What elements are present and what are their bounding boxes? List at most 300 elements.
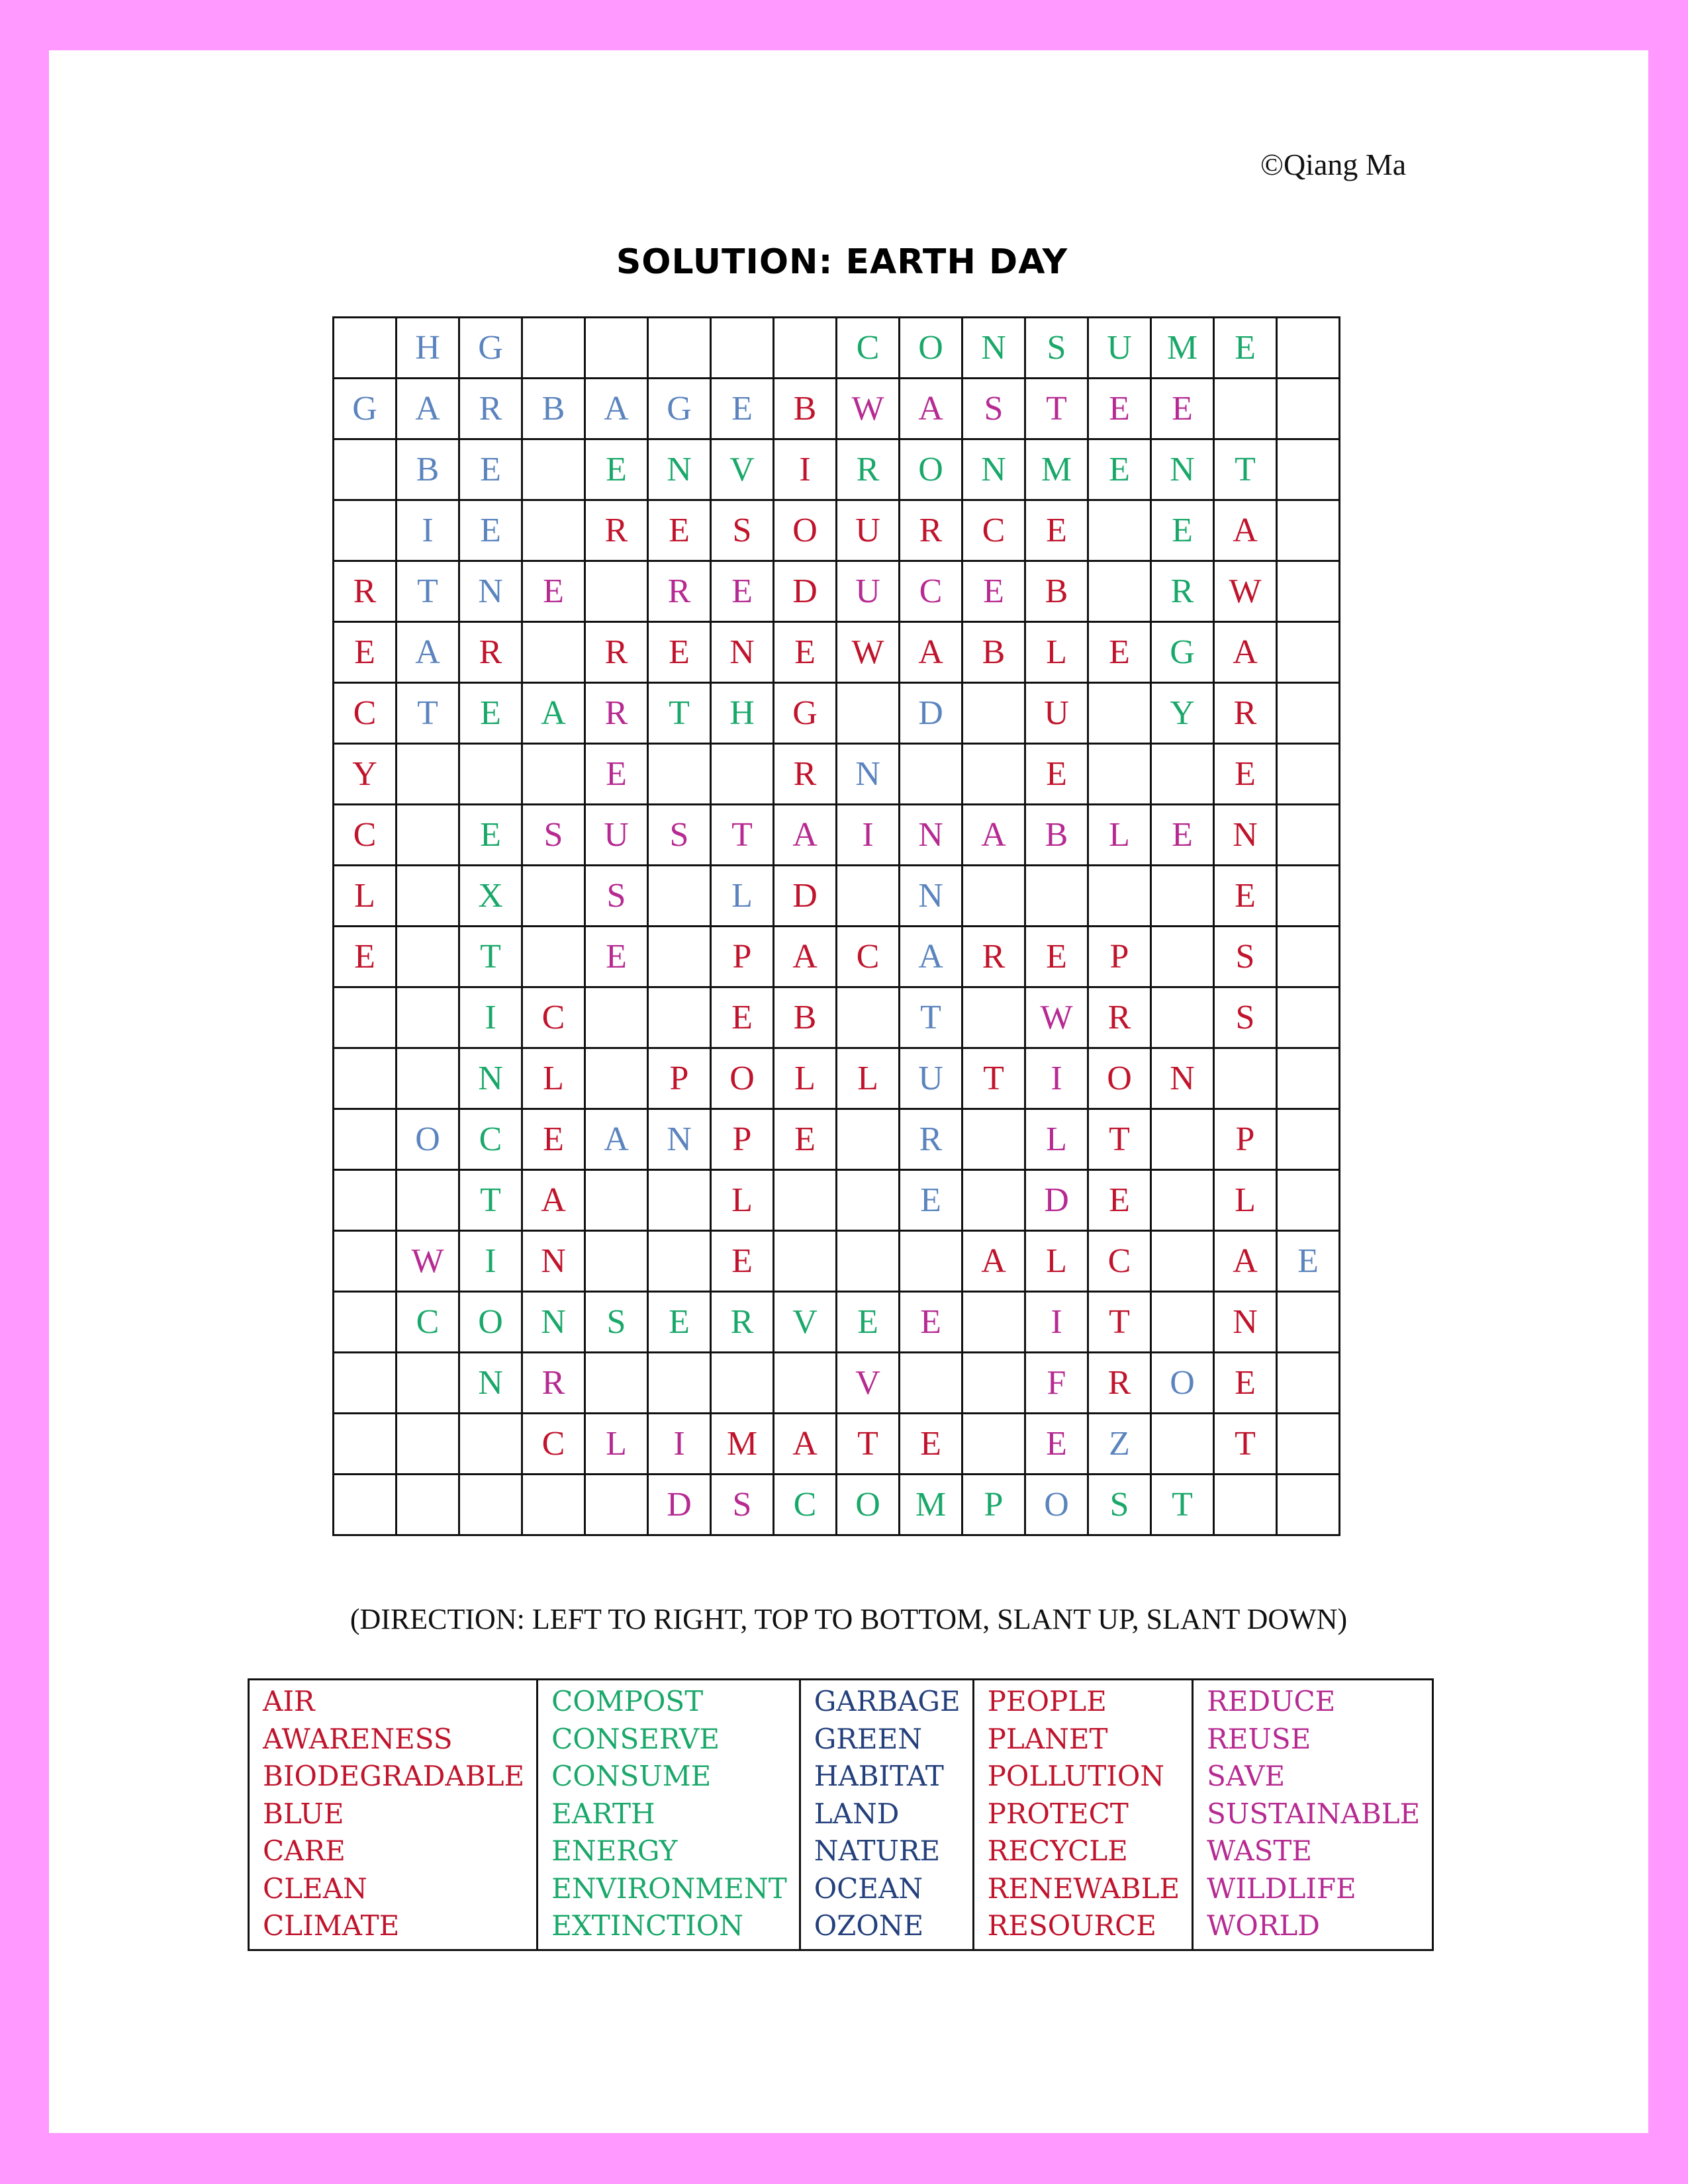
word-bank-word: OCEAN — [814, 1872, 923, 1905]
grid-cell: R — [962, 927, 1025, 987]
grid-cell — [397, 1414, 459, 1475]
grid-cell: E — [522, 1109, 585, 1170]
grid-cell — [1151, 866, 1214, 927]
grid-cell: N — [1214, 1292, 1277, 1353]
grid-cell: A — [774, 805, 837, 866]
grid-cell: C — [334, 805, 397, 866]
grid-cell: N — [1151, 439, 1214, 500]
grid-cell — [334, 439, 397, 500]
grid-cell: E — [334, 927, 397, 987]
word-bank-word: OZONE — [814, 1909, 924, 1942]
word-bank-word: PEOPLE — [987, 1685, 1107, 1717]
grid-cell — [334, 318, 397, 379]
grid-cell: E — [711, 987, 774, 1048]
grid-cell: I — [459, 987, 522, 1048]
grid-cell: D — [1025, 1170, 1088, 1231]
grid-row — [334, 1292, 1340, 1353]
grid-row — [334, 1414, 1340, 1475]
grid-cell: E — [1088, 439, 1151, 500]
grid-cell — [648, 987, 711, 1048]
grid-cell: R — [837, 439, 900, 500]
word-search-grid — [332, 316, 1340, 1536]
word-bank-word: CONSERVE — [551, 1722, 720, 1755]
grid-cell — [1025, 866, 1088, 927]
grid-cell: E — [1151, 500, 1214, 561]
grid-cell: E — [648, 500, 711, 561]
grid-row — [334, 866, 1340, 927]
grid-cell — [1277, 1475, 1340, 1535]
grid-cell — [585, 1170, 648, 1231]
grid-cell: C — [962, 500, 1025, 561]
grid-cell — [1151, 927, 1214, 987]
grid-cell: L — [1088, 805, 1151, 866]
grid-cell: E — [1025, 927, 1088, 987]
grid-cell: B — [962, 622, 1025, 683]
word-bank-word: BLUE — [263, 1797, 344, 1830]
grid-cell: O — [900, 318, 962, 379]
grid-cell — [334, 1414, 397, 1475]
grid-cell: V — [774, 1292, 837, 1353]
word-bank-word: RESOURCE — [987, 1909, 1156, 1942]
grid-cell: T — [648, 683, 711, 744]
grid-cell — [585, 987, 648, 1048]
grid-cell: L — [522, 1048, 585, 1109]
grid-cell — [711, 318, 774, 379]
grid-cell: S — [1214, 987, 1277, 1048]
grid-cell: N — [459, 561, 522, 622]
grid-cell: B — [1025, 561, 1088, 622]
grid-cell: L — [1025, 622, 1088, 683]
grid-row — [334, 439, 1340, 500]
grid-cell — [1277, 987, 1340, 1048]
grid-cell: Z — [1088, 1414, 1151, 1475]
grid-cell: A — [900, 379, 962, 439]
grid-cell: T — [1214, 1414, 1277, 1475]
grid-cell — [962, 1414, 1025, 1475]
copyright-notice: ©Qiang Ma — [1260, 148, 1407, 181]
grid-row — [334, 927, 1340, 987]
grid-cell: A — [774, 1414, 837, 1475]
grid-row — [334, 987, 1340, 1048]
grid-cell: W — [1214, 561, 1277, 622]
grid-cell: S — [522, 805, 585, 866]
grid-cell — [397, 1353, 459, 1414]
grid-cell — [1277, 379, 1340, 439]
grid-cell: L — [774, 1048, 837, 1109]
grid-cell: X — [459, 866, 522, 927]
grid-cell: P — [962, 1475, 1025, 1535]
grid-cell — [962, 744, 1025, 805]
grid-cell — [1151, 1414, 1214, 1475]
grid-cell: P — [1088, 927, 1151, 987]
grid-cell: R — [585, 683, 648, 744]
word-bank-word: PROTECT — [987, 1797, 1129, 1830]
grid-cell — [1151, 1109, 1214, 1170]
grid-cell: V — [837, 1353, 900, 1414]
grid-cell: D — [648, 1475, 711, 1535]
grid-cell: O — [774, 500, 837, 561]
word-bank-column — [538, 1680, 800, 1950]
grid-cell — [774, 1353, 837, 1414]
grid-cell — [1088, 561, 1151, 622]
grid-cell: P — [711, 927, 774, 987]
grid-cell: S — [648, 805, 711, 866]
grid-cell — [334, 1475, 397, 1535]
grid-row — [334, 1048, 1340, 1109]
grid-cell: P — [1214, 1109, 1277, 1170]
grid-cell: A — [397, 379, 459, 439]
grid-cell: E — [585, 927, 648, 987]
grid-cell: T — [711, 805, 774, 866]
grid-cell: Y — [334, 744, 397, 805]
grid-cell — [1277, 622, 1340, 683]
grid-cell: C — [522, 1414, 585, 1475]
word-bank-column — [973, 1680, 1193, 1950]
grid-cell — [522, 866, 585, 927]
word-bank-word: EXTINCTION — [551, 1909, 743, 1942]
grid-row — [334, 622, 1340, 683]
grid-cell: R — [648, 561, 711, 622]
grid-cell: T — [1088, 1292, 1151, 1353]
grid-cell: T — [962, 1048, 1025, 1109]
grid-cell — [900, 1353, 962, 1414]
grid-cell: R — [585, 500, 648, 561]
grid-cell: T — [1151, 1475, 1214, 1535]
grid-cell: N — [900, 866, 962, 927]
grid-cell — [711, 744, 774, 805]
word-bank-word: RENEWABLE — [987, 1872, 1180, 1905]
grid-cell — [1277, 500, 1340, 561]
grid-cell — [1277, 439, 1340, 500]
word-bank-word: ENVIRONMENT — [551, 1872, 787, 1905]
grid-cell — [334, 1170, 397, 1231]
word-bank-word: REUSE — [1207, 1722, 1311, 1755]
grid-cell: E — [1151, 805, 1214, 866]
grid-cell: E — [1214, 318, 1277, 379]
grid-cell: S — [711, 1475, 774, 1535]
grid-cell: R — [334, 561, 397, 622]
word-bank-word: WORLD — [1207, 1909, 1320, 1942]
grid-cell: F — [1025, 1353, 1088, 1414]
word-bank-word: AIR — [263, 1685, 315, 1717]
grid-cell: D — [774, 561, 837, 622]
grid-cell: O — [1151, 1353, 1214, 1414]
grid-cell: E — [1214, 744, 1277, 805]
grid-cell — [585, 318, 648, 379]
grid-cell: O — [1088, 1048, 1151, 1109]
grid-cell — [1151, 1292, 1214, 1353]
grid-cell: C — [522, 987, 585, 1048]
grid-cell — [648, 927, 711, 987]
grid-cell: G — [334, 379, 397, 439]
grid-cell: A — [900, 927, 962, 987]
grid-row — [334, 379, 1340, 439]
grid-cell — [397, 1170, 459, 1231]
grid-cell — [962, 866, 1025, 927]
grid-cell: E — [962, 561, 1025, 622]
grid-cell: A — [1214, 1231, 1277, 1292]
grid-cell — [837, 1170, 900, 1231]
grid-cell: N — [837, 744, 900, 805]
grid-cell: I — [397, 500, 459, 561]
grid-cell: E — [774, 1109, 837, 1170]
grid-cell: I — [459, 1231, 522, 1292]
grid-cell: A — [1214, 500, 1277, 561]
grid-cell: T — [459, 927, 522, 987]
grid-cell: L — [334, 866, 397, 927]
grid-cell: E — [711, 1231, 774, 1292]
grid-cell: C — [397, 1292, 459, 1353]
grid-cell: R — [900, 500, 962, 561]
grid-cell — [397, 1475, 459, 1535]
grid-cell — [585, 1353, 648, 1414]
grid-cell: R — [522, 1353, 585, 1414]
grid-cell — [1277, 805, 1340, 866]
grid-cell: S — [1025, 318, 1088, 379]
grid-cell — [334, 1231, 397, 1292]
grid-cell — [648, 318, 711, 379]
grid-cell: W — [837, 379, 900, 439]
grid-row — [334, 561, 1340, 622]
grid-cell — [837, 987, 900, 1048]
grid-cell: E — [1025, 500, 1088, 561]
grid-cell — [1277, 1048, 1340, 1109]
word-bank-word: CARE — [263, 1835, 346, 1867]
grid-cell: S — [711, 500, 774, 561]
word-bank-word: CLIMATE — [263, 1909, 400, 1942]
grid-cell — [334, 1048, 397, 1109]
grid-cell — [397, 744, 459, 805]
grid-row — [334, 1475, 1340, 1535]
grid-cell: O — [837, 1475, 900, 1535]
grid-cell: A — [397, 622, 459, 683]
grid-cell: A — [1214, 622, 1277, 683]
grid-cell — [648, 1231, 711, 1292]
grid-cell — [459, 1475, 522, 1535]
grid-cell — [522, 318, 585, 379]
grid-cell: N — [459, 1048, 522, 1109]
grid-cell: L — [711, 866, 774, 927]
grid-cell — [1088, 500, 1151, 561]
grid-cell: R — [1088, 987, 1151, 1048]
grid-cell: E — [585, 744, 648, 805]
word-bank-word: RECYCLE — [987, 1835, 1128, 1867]
grid-cell: O — [1025, 1475, 1088, 1535]
word-bank-word: EARTH — [551, 1797, 655, 1830]
word-bank-word: BIODEGRADABLE — [263, 1760, 525, 1792]
grid-cell: L — [585, 1414, 648, 1475]
grid-cell — [1277, 1109, 1340, 1170]
grid-cell: E — [711, 561, 774, 622]
grid-row — [334, 1109, 1340, 1170]
grid-cell: C — [774, 1475, 837, 1535]
word-bank-word: CONSUME — [551, 1760, 712, 1792]
grid-cell: S — [962, 379, 1025, 439]
grid-cell — [774, 1231, 837, 1292]
grid-cell: A — [585, 1109, 648, 1170]
grid-cell: N — [900, 805, 962, 866]
grid-cell — [1151, 987, 1214, 1048]
grid-cell: U — [837, 561, 900, 622]
grid-cell: O — [711, 1048, 774, 1109]
grid-cell: E — [1214, 1353, 1277, 1414]
grid-cell: L — [1025, 1109, 1088, 1170]
grid-cell: I — [774, 439, 837, 500]
grid-cell — [522, 744, 585, 805]
grid-row — [334, 318, 1340, 379]
grid-cell — [1214, 379, 1277, 439]
grid-cell — [1088, 683, 1151, 744]
word-bank-word: COMPOST — [551, 1685, 704, 1717]
grid-cell: S — [585, 866, 648, 927]
direction-note: (DIRECTION: LEFT TO RIGHT, TOP TO BOTTOM, SLANT UP, SLANT DOWN) — [350, 1603, 1348, 1635]
word-bank-word: LAND — [814, 1797, 900, 1830]
grid-row — [334, 805, 1340, 866]
word-bank-word: AWARENESS — [263, 1722, 453, 1755]
grid-row — [334, 1353, 1340, 1414]
word-bank-column — [249, 1680, 538, 1950]
grid-cell — [397, 805, 459, 866]
grid-cell: T — [1025, 379, 1088, 439]
grid-cell — [962, 987, 1025, 1048]
grid-cell: I — [837, 805, 900, 866]
grid-cell: T — [900, 987, 962, 1048]
grid-cell: E — [900, 1292, 962, 1353]
grid-cell — [585, 1475, 648, 1535]
grid-cell: R — [711, 1292, 774, 1353]
grid-cell: E — [1214, 866, 1277, 927]
grid-cell: U — [1088, 318, 1151, 379]
grid-cell: N — [711, 622, 774, 683]
grid-cell: M — [711, 1414, 774, 1475]
grid-cell: N — [1151, 1048, 1214, 1109]
grid-cell — [459, 1414, 522, 1475]
grid-cell: N — [962, 318, 1025, 379]
grid-cell: P — [648, 1048, 711, 1109]
grid-cell — [397, 927, 459, 987]
grid-cell — [1277, 1414, 1340, 1475]
grid-cell: E — [522, 561, 585, 622]
grid-cell: E — [900, 1414, 962, 1475]
grid-cell — [648, 866, 711, 927]
grid-cell: R — [459, 379, 522, 439]
grid-cell: E — [1277, 1231, 1340, 1292]
grid-cell: B — [774, 379, 837, 439]
grid-cell: G — [774, 683, 837, 744]
grid-cell — [837, 683, 900, 744]
grid-cell: R — [1214, 683, 1277, 744]
grid-cell: O — [459, 1292, 522, 1353]
word-bank-column — [1193, 1680, 1433, 1950]
grid-cell — [522, 500, 585, 561]
grid-cell — [962, 1170, 1025, 1231]
grid-cell: O — [397, 1109, 459, 1170]
grid-cell — [648, 744, 711, 805]
page-title: SOLUTION: EARTH DAY — [616, 242, 1068, 282]
grid-cell: W — [837, 622, 900, 683]
grid-cell: E — [1088, 1170, 1151, 1231]
grid-cell: E — [459, 805, 522, 866]
grid-cell: H — [397, 318, 459, 379]
worksheet-page — [49, 50, 1648, 2133]
grid-cell: T — [837, 1414, 900, 1475]
word-bank-column — [800, 1680, 973, 1950]
grid-cell: I — [648, 1414, 711, 1475]
grid-cell — [585, 1231, 648, 1292]
grid-cell: B — [397, 439, 459, 500]
grid-cell: T — [1214, 439, 1277, 500]
grid-cell — [900, 1231, 962, 1292]
word-bank-word: GREEN — [814, 1722, 922, 1755]
grid-cell: O — [900, 439, 962, 500]
grid-cell — [334, 1353, 397, 1414]
grid-cell: C — [900, 561, 962, 622]
grid-cell: T — [397, 683, 459, 744]
grid-cell — [962, 683, 1025, 744]
grid-cell: E — [648, 1292, 711, 1353]
grid-cell — [1151, 744, 1214, 805]
grid-cell — [397, 866, 459, 927]
grid-cell: E — [837, 1292, 900, 1353]
grid-cell: R — [1088, 1353, 1151, 1414]
grid-cell: N — [962, 439, 1025, 500]
grid-cell: L — [837, 1048, 900, 1109]
grid-cell — [459, 744, 522, 805]
grid-cell: B — [1025, 805, 1088, 866]
grid-cell — [522, 439, 585, 500]
grid-cell — [1277, 1292, 1340, 1353]
grid-cell: R — [459, 622, 522, 683]
grid-cell — [585, 1048, 648, 1109]
word-bank-word: PLANET — [987, 1722, 1108, 1755]
word-bank-word: ENERGY — [551, 1835, 678, 1867]
grid-cell: T — [459, 1170, 522, 1231]
grid-cell — [522, 622, 585, 683]
word-bank-word: WASTE — [1207, 1835, 1313, 1867]
grid-cell — [900, 744, 962, 805]
grid-cell: M — [900, 1475, 962, 1535]
grid-cell: C — [837, 927, 900, 987]
grid-cell — [1088, 866, 1151, 927]
grid-cell — [962, 1292, 1025, 1353]
grid-cell — [397, 1048, 459, 1109]
grid-cell: C — [1088, 1231, 1151, 1292]
grid-cell: A — [585, 379, 648, 439]
grid-cell — [1151, 1170, 1214, 1231]
grid-cell — [962, 1109, 1025, 1170]
grid-cell: L — [711, 1170, 774, 1231]
grid-cell — [774, 318, 837, 379]
grid-cell: L — [1214, 1170, 1277, 1231]
grid-cell: A — [522, 1170, 585, 1231]
grid-cell — [1151, 1231, 1214, 1292]
grid-cell — [1277, 561, 1340, 622]
grid-cell: A — [774, 927, 837, 987]
grid-cell — [774, 1170, 837, 1231]
grid-cell: N — [648, 1109, 711, 1170]
grid-cell: W — [397, 1231, 459, 1292]
grid-cell: S — [1088, 1475, 1151, 1535]
grid-cell: E — [459, 500, 522, 561]
grid-cell: V — [711, 439, 774, 500]
grid-cell: E — [1088, 379, 1151, 439]
grid-cell: N — [459, 1353, 522, 1414]
grid-cell — [1214, 1048, 1277, 1109]
word-bank-word: CLEAN — [263, 1872, 367, 1905]
grid-cell: H — [711, 683, 774, 744]
grid-cell: E — [1025, 1414, 1088, 1475]
grid-cell: D — [900, 683, 962, 744]
